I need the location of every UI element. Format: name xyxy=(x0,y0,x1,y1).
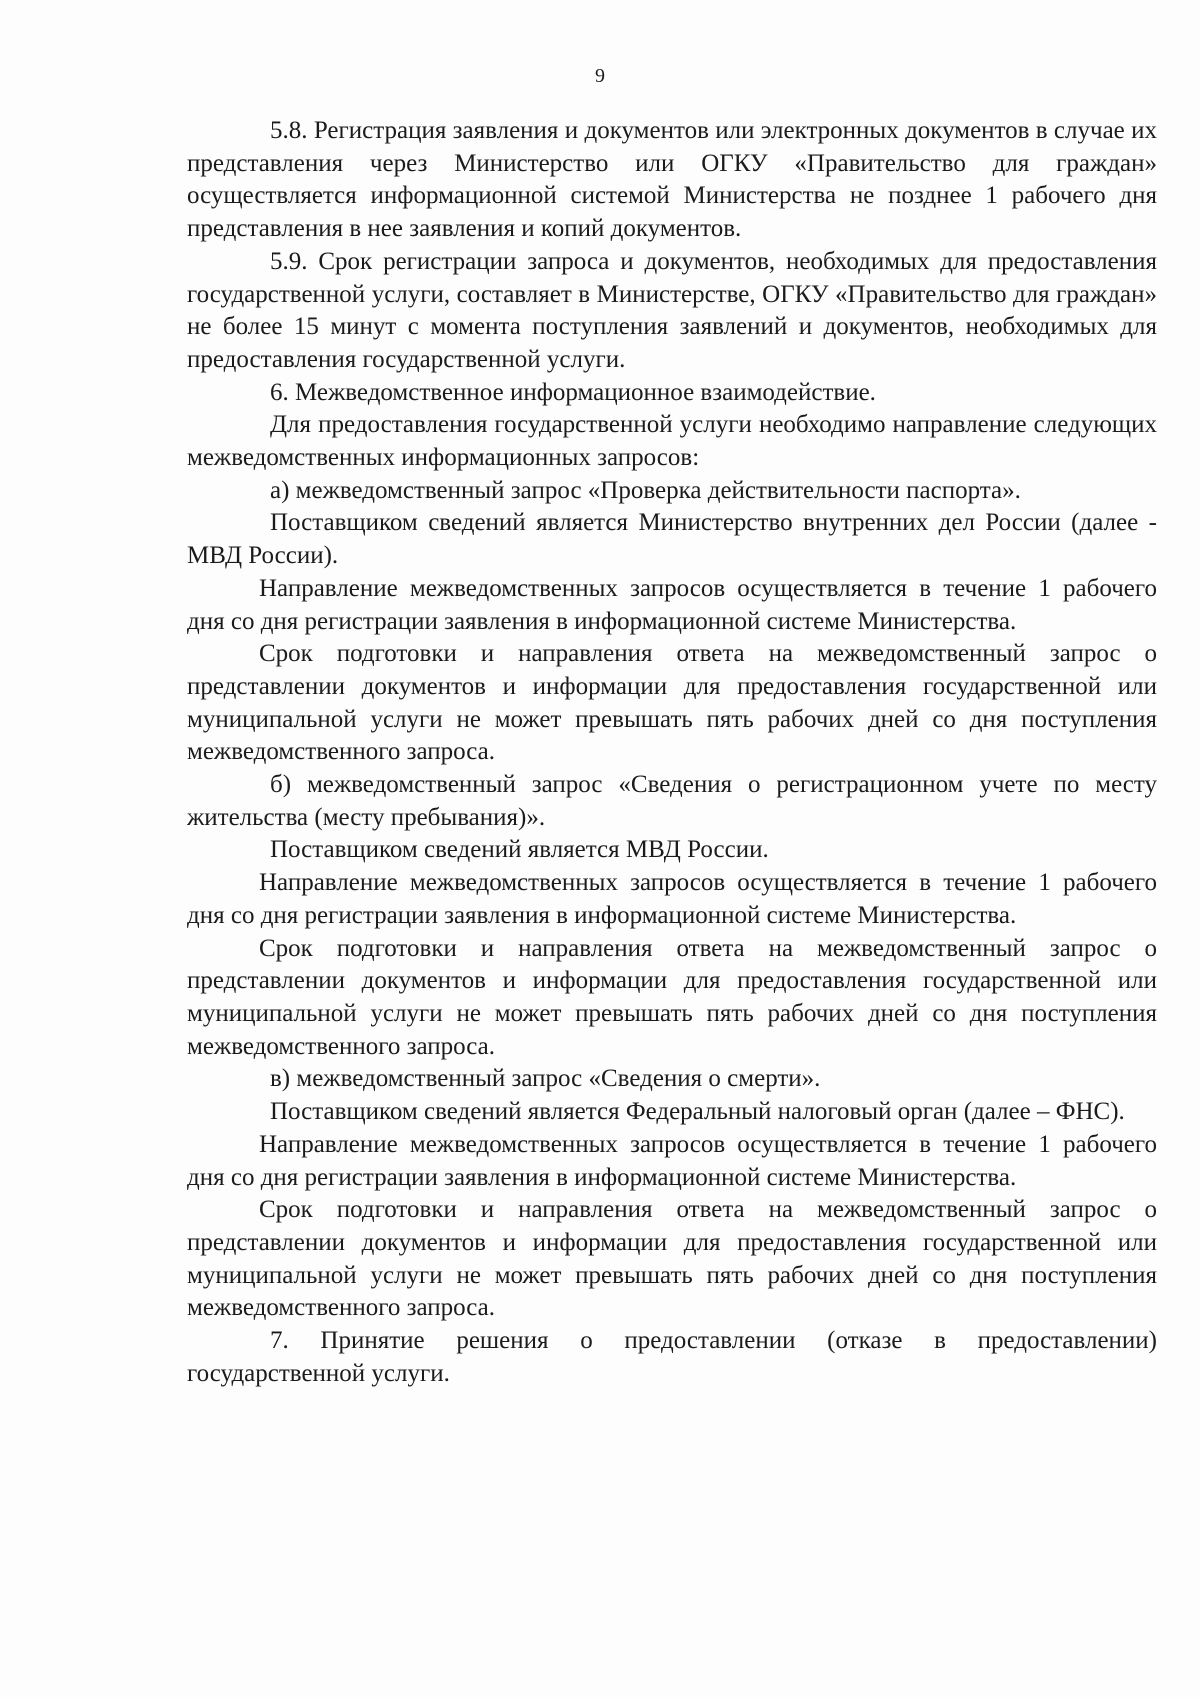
paragraph-5-9: 5.9. Срок регистрации запроса и документов, необходимых для предоставления государственной услуги, составляет в Министерстве, ОГКУ «Правительство для граждан» не более 15 минут с момента поступления заявлений и документов, необходимых для предоставления государственной услуги. xyxy=(187,247,1157,373)
section-6-heading: 6. Межведомственное информационное взаимодействие. xyxy=(270,378,876,406)
request-c-timing: Направление межведомственных запросов осуществляется в течение 1 рабочего дня со дня регистрации заявления в информационной системе Министерства. xyxy=(187,1130,1157,1191)
request-b-timing: Направление межведомственных запросов осуществляется в течение 1 рабочего дня со дня регистрации заявления в информационной системе Министерства. xyxy=(187,869,1157,929)
request-b-provider: Поставщиком сведений является МВД России. xyxy=(270,836,769,864)
request-c-provider: Поставщиком сведений является Федеральный налоговый орган (далее – ФНС). xyxy=(270,1098,1125,1126)
page-number: 9 xyxy=(595,65,605,87)
paragraph-5-8: 5.8. Регистрация заявления и документов или электронных документов в случае их представления через Министерство или ОГКУ «Правительство для граждан» осуществляется информационной системой Министерства не позднее 1 рабочего дня представления в нее заявления и копий документов. xyxy=(187,117,1157,243)
request-c-response-deadline: Срок подготовки и направления ответа на межведомственный запрос о представлении документов и информации для предоставления государственной или муниципальной услуги не может превышать пять рабочих дней со дня поступления межведомственного запроса. xyxy=(187,1196,1157,1322)
request-a-timing: Направление межведомственных запросов осуществляется в течение 1 рабочего дня со дня регистрации заявления в информационной системе Министерства. xyxy=(187,574,1157,635)
request-c-title: в) межведомственный запрос «Сведения о смерти». xyxy=(270,1065,821,1093)
document-body xyxy=(187,115,1157,1390)
section-7-heading: 7. Принятие решения о предоставлении (отказе в предоставлении) государственной услуги. xyxy=(187,1327,1157,1387)
request-a-response-deadline: Срок подготовки и направления ответа на межведомственный запрос о представлении документов и информации для предоставления государственной или муниципальной услуги не может превышать пять рабочих дней со дня поступления межведомственного запроса. xyxy=(187,640,1157,766)
request-a-title: а) межведомственный запрос «Проверка действительности паспорта». xyxy=(270,476,1021,504)
request-b-response-deadline: Срок подготовки и направления ответа на межведомственный запрос о представлении документов и информации для предоставления государственной или муниципальной услуги не может превышать пять рабочих дней со дня поступления межведомственного запроса. xyxy=(187,934,1157,1060)
request-a-provider: Поставщиком сведений является Министерство внутренних дел России (далее - МВД России). xyxy=(187,509,1157,570)
request-b-title: б) межведомственный запрос «Сведения о регистрационном учете по месту жительства (месту пребывания)». xyxy=(187,771,1157,831)
paragraph-requests-intro: Для предоставления государственной услуги необходимо направление следующих межведомственных информационных запросов: xyxy=(187,411,1157,472)
